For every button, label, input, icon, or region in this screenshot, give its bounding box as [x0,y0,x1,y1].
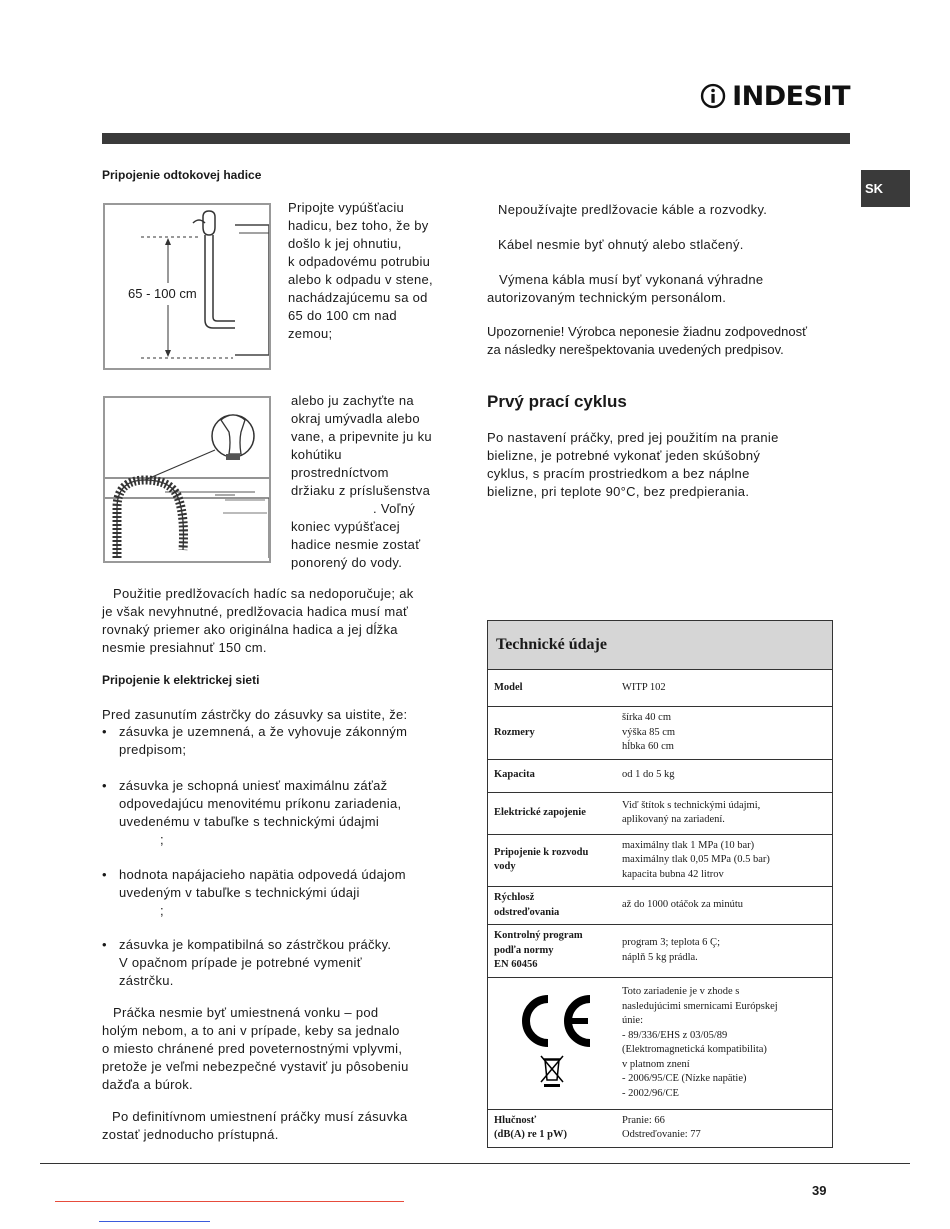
text-line: hadicu, bez toho, že by [288,218,429,233]
weee-bin-icon [539,1054,565,1088]
text-line: • hodnota napájacieho napätia odpovedá údajom [119,867,406,882]
cable-bend-note: Kábel nesmie byť ohnutý alebo stlačený. [498,237,744,252]
language-tab: SK [861,170,910,207]
text-line: odstreďovania [494,906,560,918]
table-value [616,834,832,887]
text-line: zástrčku. [119,973,174,988]
drain-paragraph-2 [291,392,461,572]
text-line: o miesto chránené pred poveternostnými vplyvmi, [102,1041,403,1056]
text-line: koniec vypúšťacej [291,519,400,534]
table-value [616,977,832,1109]
table-key [488,792,616,834]
text-line: Po definitívnom umiestnení práčky musí zásuvka [112,1109,408,1124]
text-line: hĺbka 60 cm [622,741,674,752]
technical-data-table [487,620,833,1148]
text-line: maximálny tlak 1 MPa (10 bar) [622,839,755,851]
text-line: - 89/336/EHS z 03/05/89 [622,1029,728,1041]
table-key [488,834,616,887]
table-value [616,1109,832,1147]
ce-mark-cell [488,977,616,1109]
text-line: šírka 40 cm [622,712,671,723]
table-key [488,707,616,760]
text-line: Použitie predlžovacích hadíc sa nedoporučuje; ak [113,586,414,601]
text-line: alebo ju zachyťte na [291,393,414,408]
text-line: program 3; teplota 6 Ç; [622,937,720,949]
table-key [488,925,616,978]
table-value [616,792,832,834]
drain-paragraph-1 [288,199,458,343]
text-line: . Voľný [373,501,416,516]
text-line: WITP 102 [622,681,666,693]
text-line: dažďa a búrok. [102,1077,193,1092]
table-key [488,887,616,925]
text-line: od 1 do 5 kg [622,769,675,781]
cable-extension-note: Nepoužívajte predlžovacie káble a rozvodky. [498,202,768,217]
first-cycle-text [487,429,832,501]
text-line: - 2002/96/CE [622,1087,679,1099]
text-line: • zásuvka je kompatibilná so zástrčkou práčky. [119,937,392,952]
checklist-item [102,777,462,849]
text-line: Rýchlosž [494,892,535,903]
text-line: Hlučnosť [494,1114,537,1126]
text-line: • zásuvka je uzemnená, a že vyhovuje zákonným [119,724,408,739]
table-key [488,1109,616,1147]
text-line: nachádzajúcemu sa od [288,290,428,305]
table-key [488,670,616,707]
table-key [488,759,616,792]
drain-figure-sink [103,396,271,563]
text-line: - 2006/95/CE (Nízke napätie) [622,1073,747,1084]
text-line: bielizne, je potrebné vykonať jeden skúšobný [487,448,761,463]
text-line: k odpadovému potrubiu [288,254,431,269]
socket-access-note [102,1108,462,1144]
text-line: únie: [622,1015,643,1026]
text-line: okraj umývadla alebo [291,411,420,426]
text-line: ; [160,903,164,918]
checklist-item [102,936,462,990]
text-line: rovnaký priemer ako originálna hadica a jej dĺžka [102,622,398,637]
text-line: Rozmery [494,726,535,738]
text-line: hadice nesmie zostať [291,537,421,552]
text-line: cyklus, s pracím prostriedkom a bez náplne [487,466,750,481]
text-line: Výmena kábla musí byť vykonaná výhradne [499,272,764,287]
table-row [488,834,832,887]
text-line: (Elektromagnetická kompatibilita) [622,1044,767,1055]
table-row [488,925,832,978]
text-line: 65 do 100 cm nad [288,308,397,323]
text-line: autorizovaným technickým personálom. [487,290,727,305]
text-line: Elektrické zapojenie [494,806,586,818]
table-row [488,792,832,834]
text-line: • zásuvka je schopná uniesť maximálnu záťaž [119,778,388,793]
electric-intro: Pred zasunutím zástrčky do zásuvky sa uistite, že: [102,707,408,722]
text-line: zemou; [288,326,333,341]
ce-mark-icon [510,993,594,1049]
liability-warning [487,323,832,359]
text-line: držiaku z príslušenstva [291,483,431,498]
table-value [616,887,832,925]
text-line: za následky nerešpektovania uvedených predpisov. [487,342,784,357]
text-line: bielizne, pri teplote 90°C, bez predpierania. [487,484,750,499]
text-line: uvedeným v tabuľke s technickými údaji [119,885,360,900]
footer-red-link-line[interactable] [55,1201,404,1202]
text-line: Upozornenie! Výrobca neponesie žiadnu zodpovednosť [487,324,807,339]
text-line: až do 1000 otáčok za minútu [622,899,744,911]
drain-paragraph-3 [102,585,462,657]
text-line: odpovedajúcu menovitému príkonu zariadenia, [119,796,402,811]
text-line: Kontrolný program [494,930,583,941]
text-line: náplň 5 kg prádla. [622,951,698,963]
text-line: Kapacita [494,769,535,781]
text-line: Pranie: 66 [622,1114,665,1126]
checklist-item [102,866,462,920]
text-line: aplikovaný na zariadení. [622,814,725,825]
technical-data-grid [488,669,832,1147]
technical-data-title: Technické údaje [488,621,832,669]
text-line: Pripojenie k rozvodu [494,846,589,858]
text-line: výška 85 cm [622,726,676,738]
text-line: Po nastavení práčky, pred jej použitím na pranie [487,430,779,445]
brand-logo [700,76,850,116]
text-line: vane, a pripevnite ju ku [291,429,432,444]
header-bar [102,133,850,144]
first-cycle-heading: Prvý prací cyklus [487,392,627,411]
text-line: kapacita bubna 42 litrov [622,868,724,880]
table-row [488,887,832,925]
text-line: Toto zariadenie je v zhode s [622,986,740,997]
footer-rule [40,1163,910,1164]
text-line: prostredníctvom [291,465,389,480]
table-value [616,670,832,707]
text-line: uvedenému v tabuľke s technickými údajmi [119,814,380,829]
text-line: maximálny tlak 0,05 MPa (0.5 bar) [622,854,770,865]
text-line: vody [494,861,516,873]
electric-checklist [102,723,462,990]
cable-replacement-note [487,271,832,307]
table-row [488,759,832,792]
table-value [616,925,832,978]
table-row [488,1109,832,1147]
table-value [616,759,832,792]
footer-blue-link-line[interactable] [99,1221,210,1222]
text-line: ponorený do vody. [291,555,403,570]
text-line: Odstreďovanie: 77 [622,1129,701,1140]
brand-i-icon [700,77,726,115]
text-line: podľa normy [494,944,554,956]
drain-heading: Pripojenie odtokovej hadice [102,168,262,182]
electric-heading: Pripojenie k elektrickej sieti [102,673,260,687]
text-line: Model [494,681,523,693]
table-value [616,707,832,760]
text-line: predpisom; [119,742,187,757]
text-line: nesmie presiahnuť 150 cm. [102,640,267,655]
text-line: V opačnom prípade je potrebné vymeniť [119,955,362,970]
outdoor-warning [102,1004,462,1094]
text-line: alebo k odpadu v stene, [288,272,433,287]
text-line: došlo k jej ohnutiu, [288,236,402,251]
brand-name: INDESIT [732,80,850,112]
text-line: zostať jednoducho prístupná. [102,1127,279,1142]
text-line: holým nebom, a to ani v prípade, keby sa jednalo [102,1023,400,1038]
text-line: nasledujúcimi smernicami Európskej [622,1000,778,1012]
table-row [488,977,832,1109]
text-line: je však nevyhnutné, predlžovacia hadica musí mať [102,604,409,619]
text-line: kohútiku [291,447,342,462]
text-line: Pripojte vypúšťaciu [288,200,405,215]
text-line: (dB(A) re 1 pW) [494,1129,568,1140]
text-line: Viď štítok s technickými údajmi, [622,799,761,811]
table-row [488,670,832,707]
page-number: 39 [812,1183,827,1198]
drain-sink-illustration [105,398,269,561]
text-line: ; [160,832,164,847]
text-line: EN 60456 [494,959,538,970]
text-line: Práčka nesmie byť umiestnená vonku – pod [113,1005,379,1020]
drain-height-label: 65 - 100 cm [128,286,197,301]
text-line: v platnom znení [622,1058,690,1070]
table-row [488,707,832,760]
text-line: pretože je veľmi nebezpečné vystaviť ju pôsobeniu [102,1059,409,1074]
checklist-item [102,723,462,759]
